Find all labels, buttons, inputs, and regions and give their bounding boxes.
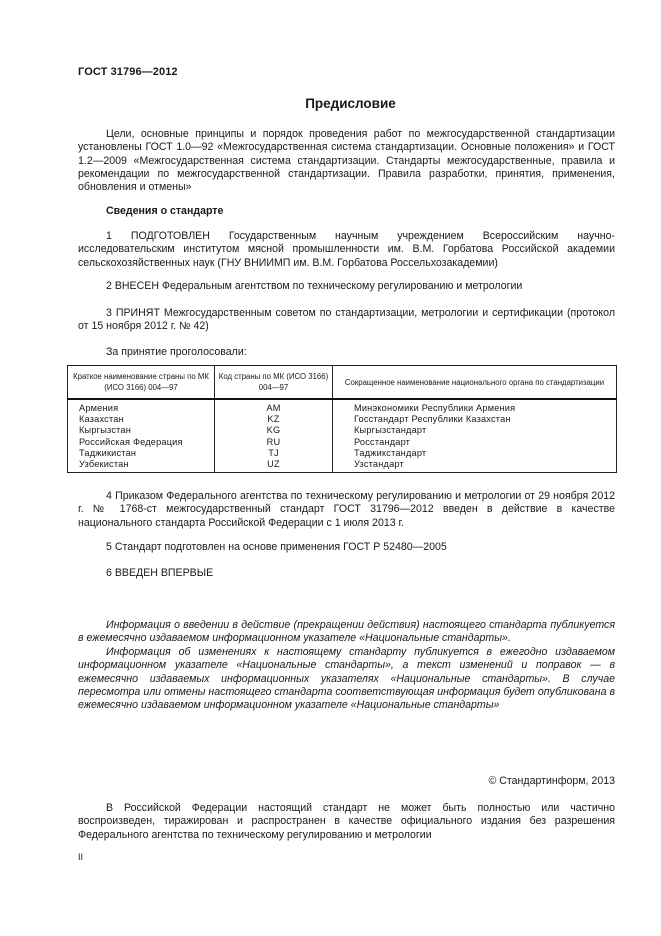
country-cell: Армения bbox=[68, 399, 215, 414]
table-row bbox=[68, 399, 617, 414]
page-number: II bbox=[78, 852, 84, 862]
page-title: Предисловие bbox=[305, 96, 396, 111]
votes-table bbox=[67, 365, 617, 473]
country-cell: Российская Федерация bbox=[68, 437, 215, 448]
item-5-paragraph: 5 Стандарт подготовлен на основе применения ГОСТ Р 52480—2005 bbox=[106, 541, 447, 553]
item-1-paragraph: 1 ПОДГОТОВЛЕН Государственным научным учреждением Всероссийским научно-исследовательским институтом мясной промышленности им. В.М. Горбатова Российской академии сельскохозяйственных наук (ГНУ ВНИИМП им. В.М. Горбатова Россельхозакадемии) bbox=[78, 230, 615, 269]
body-cell: Таджикстандарт bbox=[333, 448, 617, 459]
item-3-paragraph: 3 ПРИНЯТ Межгосударственным советом по стандартизации, метрологии и сертификации (протокол от 15 ноября 2012 г. № 42) bbox=[78, 307, 615, 333]
header-country-code: Код страны по МК (ИСО 3166) 004—97 bbox=[215, 366, 333, 400]
legal-notice: В Российской Федерации настоящий стандарт не может быть полностью или частично воспроизведен, тиражирован и распространен в качестве официального издания без разрешения Федерального агентства по техническому регулированию и метрологии bbox=[78, 802, 615, 841]
table-row bbox=[68, 448, 617, 459]
country-cell: Узбекистан bbox=[68, 459, 215, 473]
body-cell: Кыргызстандарт bbox=[333, 425, 617, 436]
copyright-line: © Стандартинформ, 2013 bbox=[488, 775, 615, 787]
body-cell: Росстандарт bbox=[333, 437, 617, 448]
section-heading: Сведения о стандарте bbox=[106, 205, 224, 217]
header-country-name: Краткое наименование страны по МК (ИСО 3166) 004—97 bbox=[68, 366, 215, 400]
table-row bbox=[68, 425, 617, 436]
country-cell: Казахстан bbox=[68, 414, 215, 425]
code-cell: KZ bbox=[215, 414, 333, 425]
body-cell: Узстандарт bbox=[333, 459, 617, 473]
intro-paragraph: Цели, основные принципы и порядок проведения работ по межгосударственной стандартизации установлены ГОСТ 1.0—92 «Межгосударственная система стандартизации. Основные положения» и ГОСТ 1.2—2009 «Межгосударственная система стандартизации. Стандарты межгосударственные, правила и рекомендации по межгосударственной стандартизации. Правила разработки, принятия, применения, обновления и отмены» bbox=[78, 128, 615, 194]
body-cell: Госстандарт Республики Казахстан bbox=[333, 414, 617, 425]
code-cell: KG bbox=[215, 425, 333, 436]
code-cell: RU bbox=[215, 437, 333, 448]
code-cell: TJ bbox=[215, 448, 333, 459]
info-paragraph-2: Информация об изменениях к настоящему стандарту публикуется в ежегодно издаваемом информационном указателе «Национальные стандарты», а текст изменений и поправок — в ежемесячно издаваемых информационных указателях «Национальные стандарты». В случае пересмотра или отмены настоящего стандарта соответствующая информация будет опубликована в ежемесячно издаваемом информационном указателе «Национальные стандарты» bbox=[78, 646, 615, 712]
item-2-paragraph: 2 ВНЕСЕН Федеральным агентством по техническому регулированию и метрологии bbox=[106, 280, 523, 292]
country-cell: Таджикистан bbox=[68, 448, 215, 459]
table-row bbox=[68, 459, 617, 473]
country-cell: Кыргызстан bbox=[68, 425, 215, 436]
voted-label: За принятие проголосовали: bbox=[106, 346, 247, 358]
body-cell: Минэкономики Республики Армения bbox=[333, 399, 617, 414]
code-cell: UZ bbox=[215, 459, 333, 473]
info-paragraph-1: Информация о введении в действие (прекращении действия) настоящего стандарта публикуется в ежемесячно издаваемом информационном указателе «Национальные стандарты». bbox=[78, 619, 615, 645]
table-row bbox=[68, 437, 617, 448]
document-code: ГОСТ 31796—2012 bbox=[78, 66, 178, 78]
code-cell: AM bbox=[215, 399, 333, 414]
item-6-paragraph: 6 ВВЕДЕН ВПЕРВЫЕ bbox=[106, 567, 214, 579]
table-row bbox=[68, 414, 617, 425]
header-standards-body: Сокращенное наименование национального органа по стандартизации bbox=[333, 366, 617, 400]
table-header-row bbox=[68, 366, 617, 400]
item-4-paragraph: 4 Приказом Федерального агентства по техническому регулированию и метрологии от 29 ноября 2012 г. № 1768-ст межгосударственный стандарт ГОСТ 31796—2012 введен в действие в качестве национального стандарта Российской Федерации с 1 июля 2013 г. bbox=[78, 490, 615, 529]
